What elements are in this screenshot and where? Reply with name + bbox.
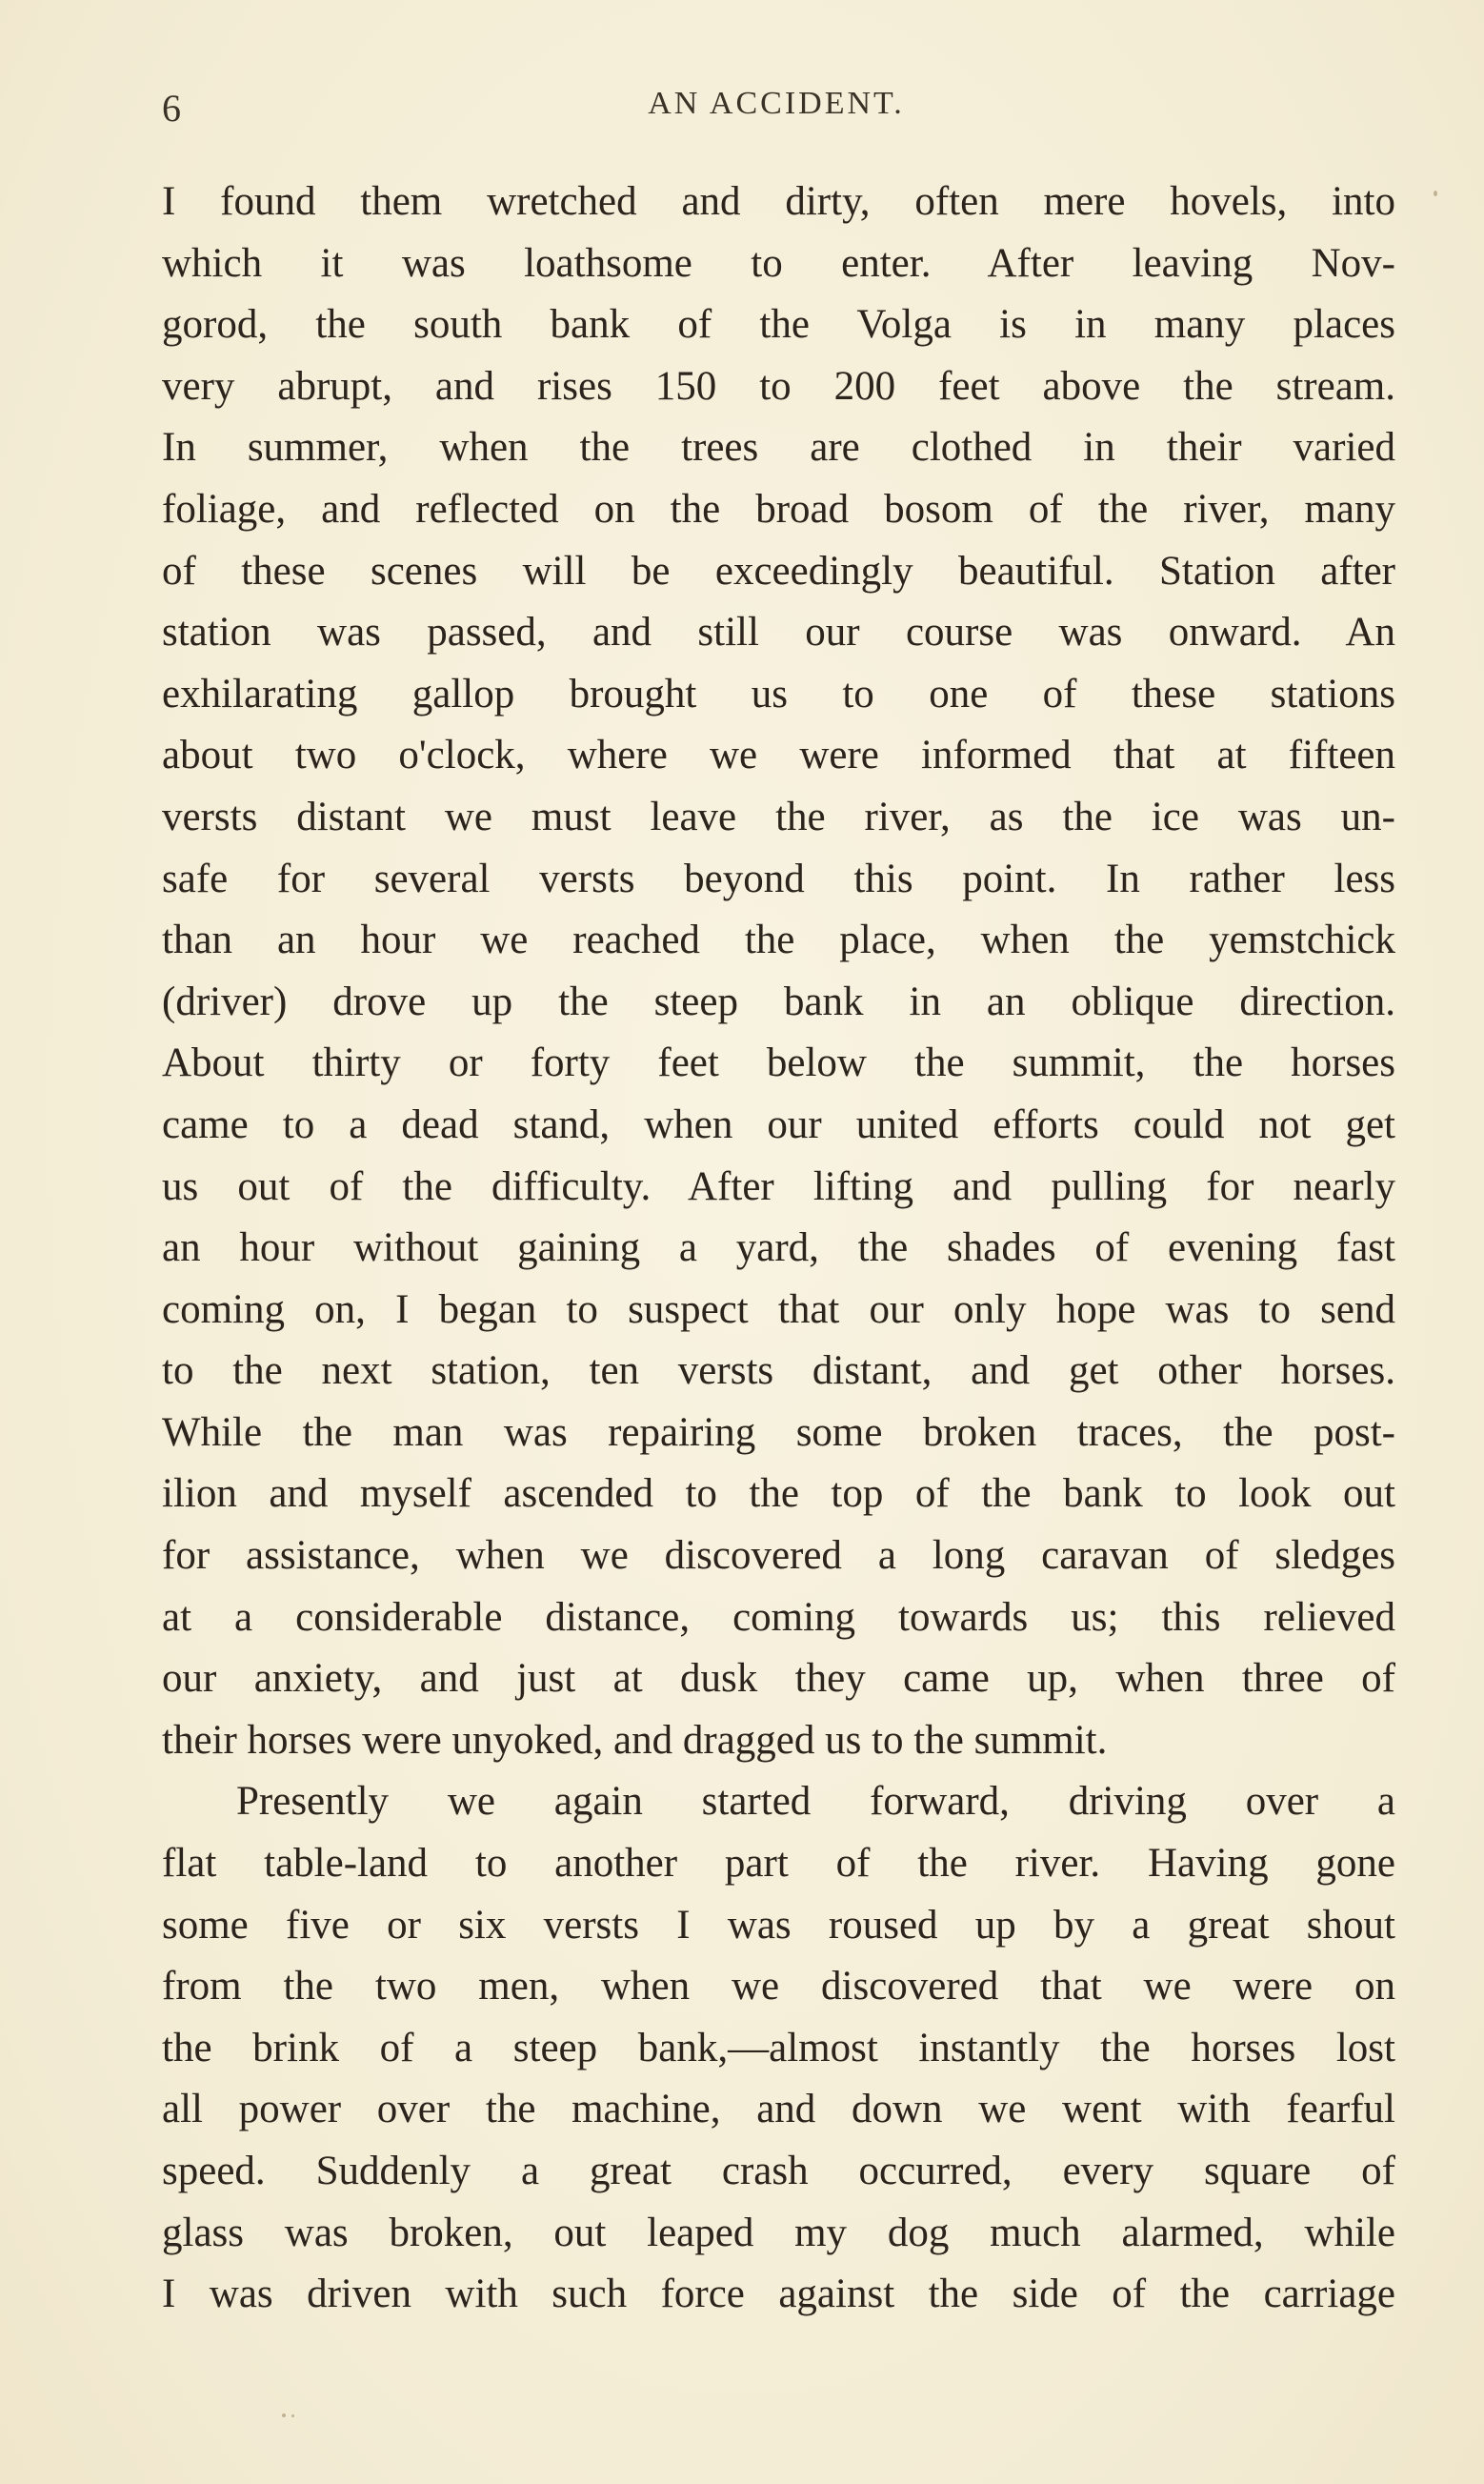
text-line: the brink of a steep bank,—almost instantly the horses lost bbox=[162, 2025, 1395, 2070]
text-line: an hour without gaining a yard, the shades of evening fast bbox=[162, 1225, 1395, 1271]
text-line: our anxiety, and just at dusk they came up, when three of bbox=[162, 1656, 1395, 1702]
page-number: 6 bbox=[162, 87, 182, 130]
text-line: I found them wretched and dirty, often mere hovels, into bbox=[162, 179, 1395, 224]
text-line: foliage, and reflected on the broad bosom of the river, many bbox=[162, 486, 1395, 532]
text-line: some five or six versts I was roused up by a great shout bbox=[162, 1902, 1395, 1948]
text-line: I was driven with such force against the side of the carriage bbox=[162, 2272, 1395, 2317]
body-text bbox=[162, 172, 1395, 2326]
paragraph-end-line: their horses were unyoked, and dragged us to the summit. bbox=[162, 1717, 1108, 1763]
text-line: for assistance, when we discovered a long caravan of sledges bbox=[162, 1533, 1395, 1579]
text-line: at a considerable distance, coming towards us; this relieved bbox=[162, 1594, 1395, 1640]
text-line: glass was broken, out leaped my dog much alarmed, while bbox=[162, 2210, 1395, 2255]
text-line: versts distant we must leave the river, as the ice was un- bbox=[162, 794, 1395, 839]
paragraph-start-line: Presently we again started forward, driving over a bbox=[236, 1779, 1395, 1825]
text-line: than an hour we reached the place, when the yemstchick bbox=[162, 918, 1395, 963]
text-line: About thirty or forty feet below the summit, the horses bbox=[162, 1040, 1395, 1086]
text-line: exhilarating gallop brought us to one of these stations bbox=[162, 671, 1395, 717]
text-line: all power over the machine, and down we went with fearful bbox=[162, 2087, 1395, 2132]
text-line: about two o'clock, where we were informed that at fifteen bbox=[162, 733, 1395, 778]
text-line: coming on, I began to suspect that our only hope was to send bbox=[162, 1286, 1395, 1332]
text-line: us out of the difficulty. After lifting and pulling for nearly bbox=[162, 1163, 1395, 1209]
text-line: came to a dead stand, when our united efforts could not get bbox=[162, 1101, 1395, 1147]
running-title: AN ACCIDENT. bbox=[648, 86, 905, 121]
text-line: which it was loathsome to enter. After leaving Nov- bbox=[162, 240, 1395, 286]
paper-speck bbox=[291, 2414, 294, 2417]
text-line: from the two men, when we discovered that we were on bbox=[162, 1964, 1395, 2009]
text-line: In summer, when the trees are clothed in their varied bbox=[162, 425, 1395, 471]
text-line: very abrupt, and rises 150 to 200 feet above the stream. bbox=[162, 363, 1395, 409]
text-line: speed. Suddenly a great crash occurred, every square of bbox=[162, 2149, 1395, 2193]
paper-speck bbox=[1434, 191, 1437, 196]
paper-speck bbox=[282, 2413, 286, 2417]
text-line: station was passed, and still our course was onward. An bbox=[162, 610, 1395, 656]
text-line: to the next station, ten versts distant, and get other horses. bbox=[162, 1348, 1395, 1394]
text-line: safe for several versts beyond this point. In rather less bbox=[162, 856, 1395, 901]
text-line: (driver) drove up the steep bank in an oblique direction. bbox=[162, 979, 1395, 1024]
text-line: While the man was repairing some broken traces, the post- bbox=[162, 1409, 1395, 1455]
text-line: ilion and myself ascended to the top of the bank to look out bbox=[162, 1471, 1395, 1517]
text-line: gorod, the south bank of the Volga is in many places bbox=[162, 302, 1395, 348]
page-header bbox=[162, 78, 1391, 135]
text-line: of these scenes will be exceedingly beautiful. Station after bbox=[162, 548, 1395, 594]
text-line: flat table-land to another part of the river. Having gone bbox=[162, 1841, 1395, 1887]
